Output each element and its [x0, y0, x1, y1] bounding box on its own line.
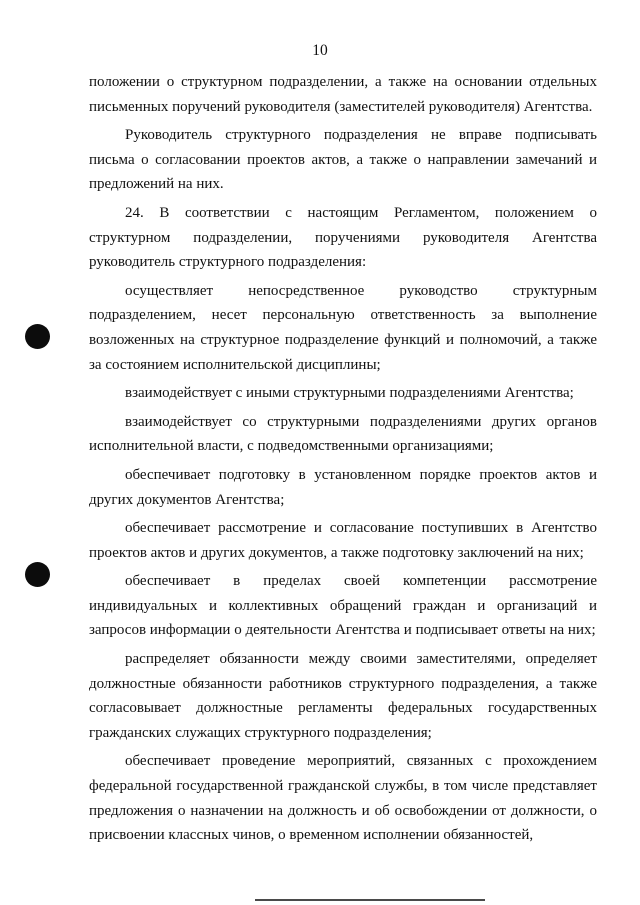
- paragraph-signing-restriction: Руководитель структурного подразделения не вправе подписывать письма о согласовании проектов актов, а также о направлении замечаний и предложений на них.: [89, 127, 597, 193]
- page-number: 10: [312, 42, 328, 59]
- paragraph-duty: обеспечивает подготовку в установленном порядке проектов актов и других документов Агентства;: [89, 466, 597, 508]
- paragraph-duty: распределяет обязанности между своими заместителями, определяет должностные обязанности работников структурного подразделения, а также согласовывает должностные регламенты федеральных государственных гражданских служащих структурного подразделения;: [89, 651, 597, 741]
- paragraph-duty: обеспечивает проведение мероприятий, связанных с прохождением федеральной государственной гражданской службы, в том числе представляет предложения о назначении на должность и об освобождении от должности, о присвоении классных чинов, о временном исполнении обязанностей,: [89, 753, 597, 844]
- paragraph-duty: взаимодействует со структурными подразделениями других органов исполнительной власти, с подведомственными организациями;: [89, 413, 597, 455]
- scan-edge-line: [255, 899, 485, 901]
- document-body: [89, 70, 597, 852]
- punch-hole-mark: [25, 562, 50, 587]
- paragraph-duty: осуществляет непосредственное руководство структурным подразделением, несет персональную ответственность за выполнение возложенных на структурное подразделение функций и полномочий, а также за состоянием исполнительской дисциплины;: [89, 282, 597, 373]
- paragraph-duty: взаимодействует с иными структурными подразделениями Агентства;: [125, 385, 574, 402]
- paragraph-continuation: положении о структурном подразделении, а также на основании отдельных письменных поручений руководителя (заместителей руководителя) Агентства.: [89, 74, 597, 115]
- punch-hole-mark: [25, 324, 50, 349]
- paragraph-duty: обеспечивает в пределах своей компетенции рассмотрение индивидуальных и коллективных обращений граждан и организаций и запросов информации о деятельности Агентства и подписывает ответы на них;: [89, 573, 597, 639]
- paragraph-duty: обеспечивает рассмотрение и согласование поступивших в Агентство проектов актов и других документов, а также подготовку заключений на них;: [89, 520, 597, 561]
- paragraph-item-24: 24. В соответствии с настоящим Регламентом, положением о структурном подразделении, поручениями руководителя Агентства руководитель структурного подразделения:: [89, 204, 597, 271]
